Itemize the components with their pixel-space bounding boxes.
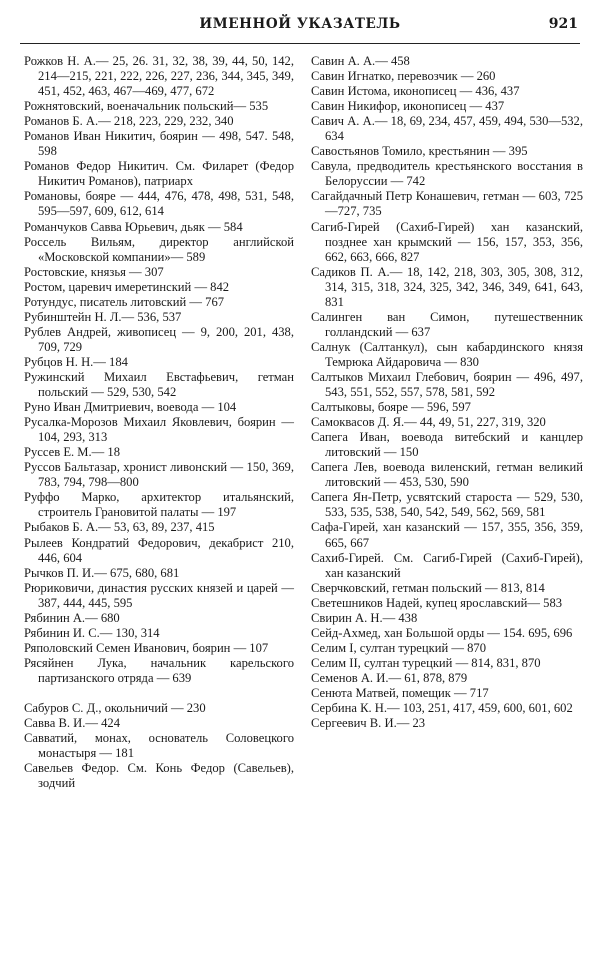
index-entry: Самоквасов Д. Я.— 44, 49, 51, 227, 319, 320 — [311, 415, 546, 430]
index-entry: Сапега Лев, воевода виленский, гетман великий литовский — 453, 530, 590 — [311, 460, 583, 490]
index-entry: Романчуков Савва Юрьевич, дьяк — 584 — [24, 219, 243, 234]
index-entry: Салтыковы, бояре — 596, 597 — [311, 400, 471, 415]
index-entry: Савва В. И.— 424 — [24, 716, 121, 731]
index-entry: Рожнятовский, военачальник польский— 535 — [24, 99, 269, 114]
index-entry: Рожков Н. А.— 25, 26. 31, 32, 38, 39, 44, 50, 142, 214—215, 221, 222, 226, 227, 236, 344, 345, 349, 451, 452, 463, 467—469, 477, 672 — [24, 54, 294, 99]
index-entry: Сахиб-Гирей. См. Сагиб-Гирей (Сахиб-Гирей), хан казанский — [311, 550, 583, 580]
index-entry: Рублев Андрей, живописец — 9, 200, 201, 438, 709, 729 — [24, 324, 294, 354]
index-entry: Савин Игнатко, перевозчик — 260 — [311, 69, 496, 84]
index-entry: Савин Истома, иконописец — 436, 437 — [311, 84, 520, 99]
index-entry: Романов Федор Никитич. См. Филарет (Федор Никитич Романов), патриарх — [24, 159, 294, 189]
index-entry: Романов Б. А.— 218, 223, 229, 232, 340 — [24, 114, 234, 129]
index-entry: Ряполовский Семен Иванович, боярин — 107 — [24, 640, 269, 655]
index-entry: Сенюта Матвей, помещик — 717 — [311, 685, 489, 700]
index-entry: Семенов А. И.— 61, 878, 879 — [311, 670, 468, 685]
index-entry: Сверчковский, гетман польский — 813, 814 — [311, 580, 545, 595]
page-number: 921 — [548, 16, 578, 32]
index-entry: Савостьянов Томило, крестьянин — 395 — [311, 144, 528, 159]
index-entry: Савин Никифор, иконописец — 437 — [311, 99, 505, 114]
index-entry: Рясяйнен Лука, начальник карельского партизанского отряда — 639 — [24, 655, 294, 685]
index-entry: Садиков П. А.— 18, 142, 218, 303, 305, 308, 312, 314, 315, 318, 324, 325, 342, 346, 349, 641, 643, 831 — [311, 264, 583, 309]
page-header — [20, 6, 580, 44]
index-entry: Русалка-Морозов Михаил Яковлевич, боярин — 104, 293, 313 — [24, 415, 294, 445]
index-entry: Селим II, султан турецкий — 814, 831, 870 — [311, 655, 541, 670]
index-entry: Савич А. А.— 18, 69, 234, 457, 459, 494, 530—532, 634 — [311, 114, 583, 144]
index-entry: Салинген ван Симон, путешественник голландский — 637 — [311, 309, 583, 339]
index-columns — [0, 54, 600, 964]
index-entry: Сапега Иван, воевода витебский и канцлер литовский — 150 — [311, 430, 583, 460]
index-entry: Ружинский Михаил Евстафьевич, гетман польский — 529, 530, 542 — [24, 369, 294, 400]
index-entry: Рылеев Кондратий Федорович, декабрист 210, 446, 604 — [24, 535, 294, 565]
index-entry: Савин А. А.— 458 — [311, 54, 410, 68]
index-entry: Светешников Надей, купец ярославский— 583 — [311, 595, 563, 610]
index-entry: Салнук (Салтанкул), сын кабардинского князя Темрюка Айдаровича — 830 — [311, 339, 583, 369]
index-entry: Сабуров С. Д., окольничий — 230 — [24, 700, 206, 715]
index-entry: Ростовские, князья — 307 — [24, 264, 164, 279]
index-entry: Россель Вильям, директор английской «Московской компании»— 589 — [24, 234, 294, 264]
left-column — [24, 54, 294, 791]
index-entry: Романовы, бояре — 444, 476, 478, 498, 531, 548, 595—597, 609, 612, 614 — [24, 189, 294, 219]
index-entry: Руффо Марко, архитектор итальянский, строитель Грановитой палаты — 197 — [24, 490, 294, 520]
index-entry: Ростом, царевич имеретинский — 842 — [24, 279, 230, 294]
index-entry: Савула, предводитель крестьянского восстания в Белоруссии — 742 — [311, 159, 583, 189]
running-title: ИМЕННОЙ УКАЗАТЕЛЬ — [199, 16, 401, 32]
index-entry: Салтыков Михаил Глебович, боярин — 496, 497, 543, 551, 552, 557, 578, 581, 592 — [311, 369, 583, 400]
index-entry: Сейд-Ахмед, хан Большой орды — 154. 695, 696 — [311, 625, 573, 640]
right-column — [311, 54, 583, 731]
index-entry: Руссов Бальтазар, хронист ливонский — 150, 369, 783, 794, 798—800 — [24, 460, 294, 490]
index-entry: Сагиб-Гирей (Сахиб-Гирей) хан казанский, позднее хан крымский — 156, 157, 353, 356, 662, 663, 666, 827 — [311, 219, 583, 264]
index-entry: Рыбаков Б. А.— 53, 63, 89, 237, 415 — [24, 520, 215, 535]
index-entry: Савватий, монах, основатель Соловецкого монастыря — 181 — [24, 731, 294, 761]
index-entry: Романов Иван Никитич, боярин — 498, 547. 548, 598 — [24, 129, 294, 159]
index-entry: Рябинин А.— 680 — [24, 610, 120, 625]
index-entry: Сербина К. Н.— 103, 251, 417, 459, 600, 601, 602 — [311, 701, 573, 716]
index-entry: Савельев Федор. См. Конь Федор (Савельев), зодчий — [24, 761, 294, 791]
index-entry: Руссев Е. М.— 18 — [24, 445, 120, 460]
index-entry: Рубинштейн Н. Л.— 536, 537 — [24, 309, 182, 324]
index-entry: Рычков П. И.— 675, 680, 681 — [24, 565, 180, 580]
index-entry: Рубцов Н. Н.— 184 — [24, 354, 128, 369]
index-entry: Рябинин И. С.— 130, 314 — [24, 625, 160, 640]
index-entry: Руно Иван Дмитриевич, воевода — 104 — [24, 400, 237, 415]
index-entry: Селим I, султан турецкий — 870 — [311, 640, 487, 655]
index-entry: Сергеевич В. И.— 23 — [311, 716, 426, 731]
index-entry: Рюриковичи, династия русских князей и царей — 387, 444, 445, 595 — [24, 580, 294, 610]
index-entry: Ротундус, писатель литовский — 767 — [24, 294, 225, 309]
index-entry: Сафа-Гирей, хан казанский — 157, 355, 356, 359, 665, 667 — [311, 520, 583, 550]
index-entry: Свирин А. Н.— 438 — [311, 610, 418, 625]
index-entry: Сапега Ян-Петр, усвятский староста — 529, 530, 533, 535, 538, 540, 542, 549, 562, 569, 581 — [311, 490, 583, 520]
index-entry: Сагайдачный Петр Конашевич, гетман — 603, 725—727, 735 — [311, 189, 583, 219]
